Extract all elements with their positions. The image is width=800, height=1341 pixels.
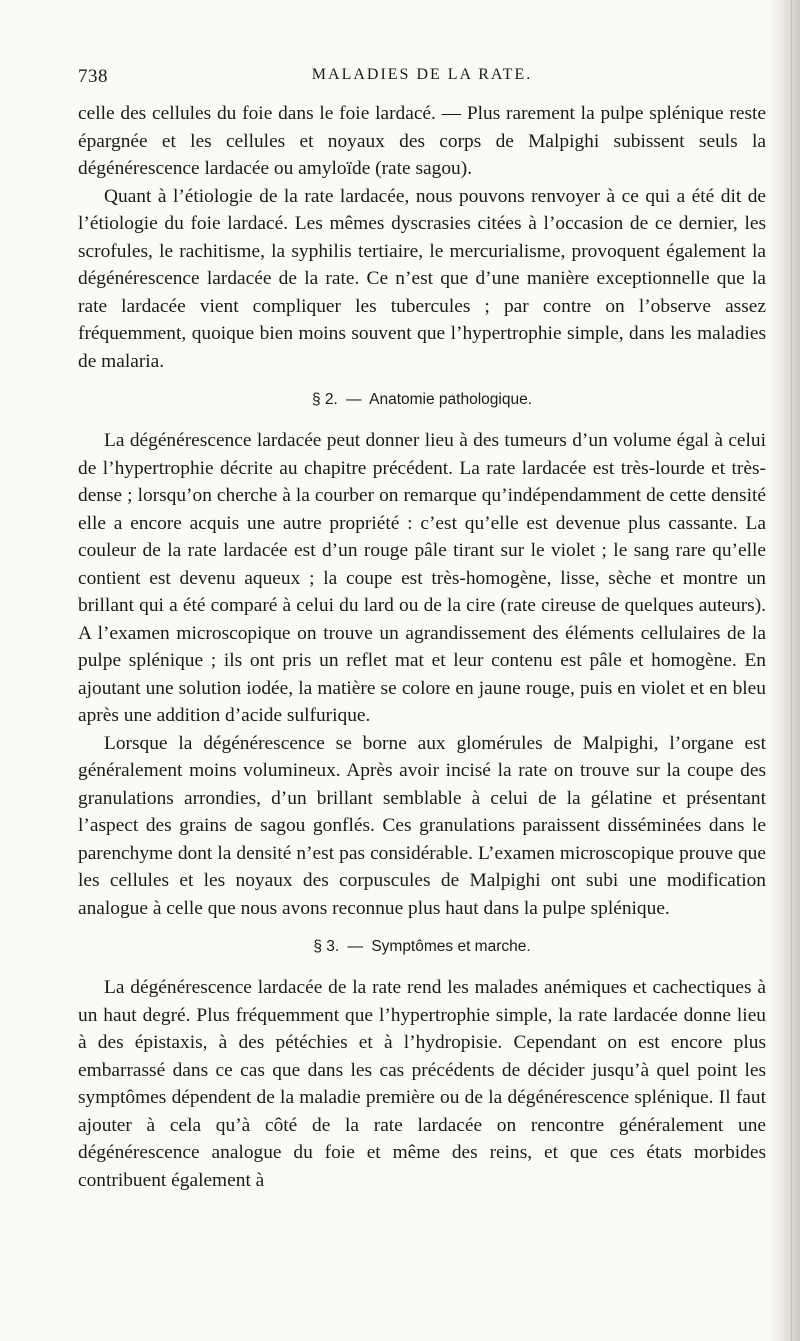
section-dash: — [346,391,362,408]
running-title: MALADIES DE LA RATE. [311,66,533,83]
section-title: Anatomie pathologique. [369,391,532,408]
paragraph-anatomy-2: Lorsque la dégénérescence se borne aux glomérules de Malpighi, l’organe est généralement moins volumineux. Après avoir incisé la rate on trouve sur la coupe des granulations arrondies, d’un brillant semblable à celui de la gélatine et présentant l’aspect des grains de sagou gonflés. Ces granulations paraissent disséminées dans le parenchyme dont la densité n’est pas considérable. L’examen microscopique prouve que les cellules et les noyaux des corpuscules de Malpighi ont subi une modification analogue à celle que nous avons reconnue plus haut dans la pulpe splénique. [78,732,766,919]
body-text [78,100,766,1194]
page-number: 738 [78,66,108,87]
section-heading-symptoms [78,936,766,958]
paragraph-anatomy-1: La dégénérescence lardacée peut donner lieu à des tumeurs d’un volume égal à celui de l’hypertrophie décrite au chapitre précédent. La rate lardacée est très-lourde et très-dense ; lorsqu’on cherche à la courber on remarque qu’indépendamment de cette densité elle a encore acquis une autre propriété : c’est qu’elle est devenue plus cassante. La couleur de la rate lardacée est d’un rouge pâle tirant sur le violet ; le sang rare qu’elle contient est devenu aqueux ; la coupe est très-homogène, lisse, sèche et montre un brillant qui a été comparé à celui du lard ou de la cire (rate cireuse de quelques auteurs). A l’examen microscopique on trouve un agrandissement des éléments cellulaires de la pulpe splénique ; ils ont pris un reflet mat et leur contenu est pâle et homogène. En ajoutant une solution iodée, la matière se colore en jaune rouge, puis en violet et en bleu après une addition d’acide sulfurique. [78,430,766,726]
section-title: Symptômes et marche. [371,938,531,955]
paragraph-continuation: celle des cellules du foie dans le foie lardacé. — Plus rarement la pulpe splénique reste épargnée et les cellules et noyaux des corps de Malpighi subissent seuls la dégénérescence lardacée ou amyloïde (rate sagou). [78,103,766,179]
paragraph-etiology: Quant à l’étiologie de la rate lardacée, nous pouvons renvoyer à ce qui a été dit de l’étiologie du foie lardacé. Les mêmes dyscrasies citées à l’occasion de ce dernier, les scrofules, le rachitisme, la syphilis tertiaire, le mercurialisme, provoquent également la dégénérescence lardacée de la rate. Ce n’est que d’une manière exceptionnelle que la rate lardacée vient compliquer les tubercules ; par contre on l’observe assez fréquemment, quoique bien moins souvent que l’hypertrophie simple, dans les maladies de malaria. [78,185,766,372]
section-number: § 2. [312,391,338,408]
page-edge-shadow [766,0,800,1341]
section-heading-anatomy [78,389,766,411]
running-head [78,66,766,92]
page-edge-line [791,0,792,1341]
section-dash: — [347,938,363,955]
paragraph-symptoms: La dégénérescence lardacée de la rate rend les malades anémiques et cachectiques à un haut degré. Plus fréquemment que l’hypertrophie simple, la rate lardacée donne lieu à des épistaxis, à des pétéchies et à l’hydropisie. Cependant on est encore plus embarrassé dans ce cas que dans les cas précédents de décider jusqu’à quel point les symptômes dépendent de la maladie première ou de la dégénérescence splénique. Il faut ajouter à cela qu’à côté de la rate lardacée on rencontre généralement une dégénérescence analogue du foie et même des reins, et que ces états morbides contribuent également à [78,977,766,1191]
section-number: § 3. [313,938,340,955]
